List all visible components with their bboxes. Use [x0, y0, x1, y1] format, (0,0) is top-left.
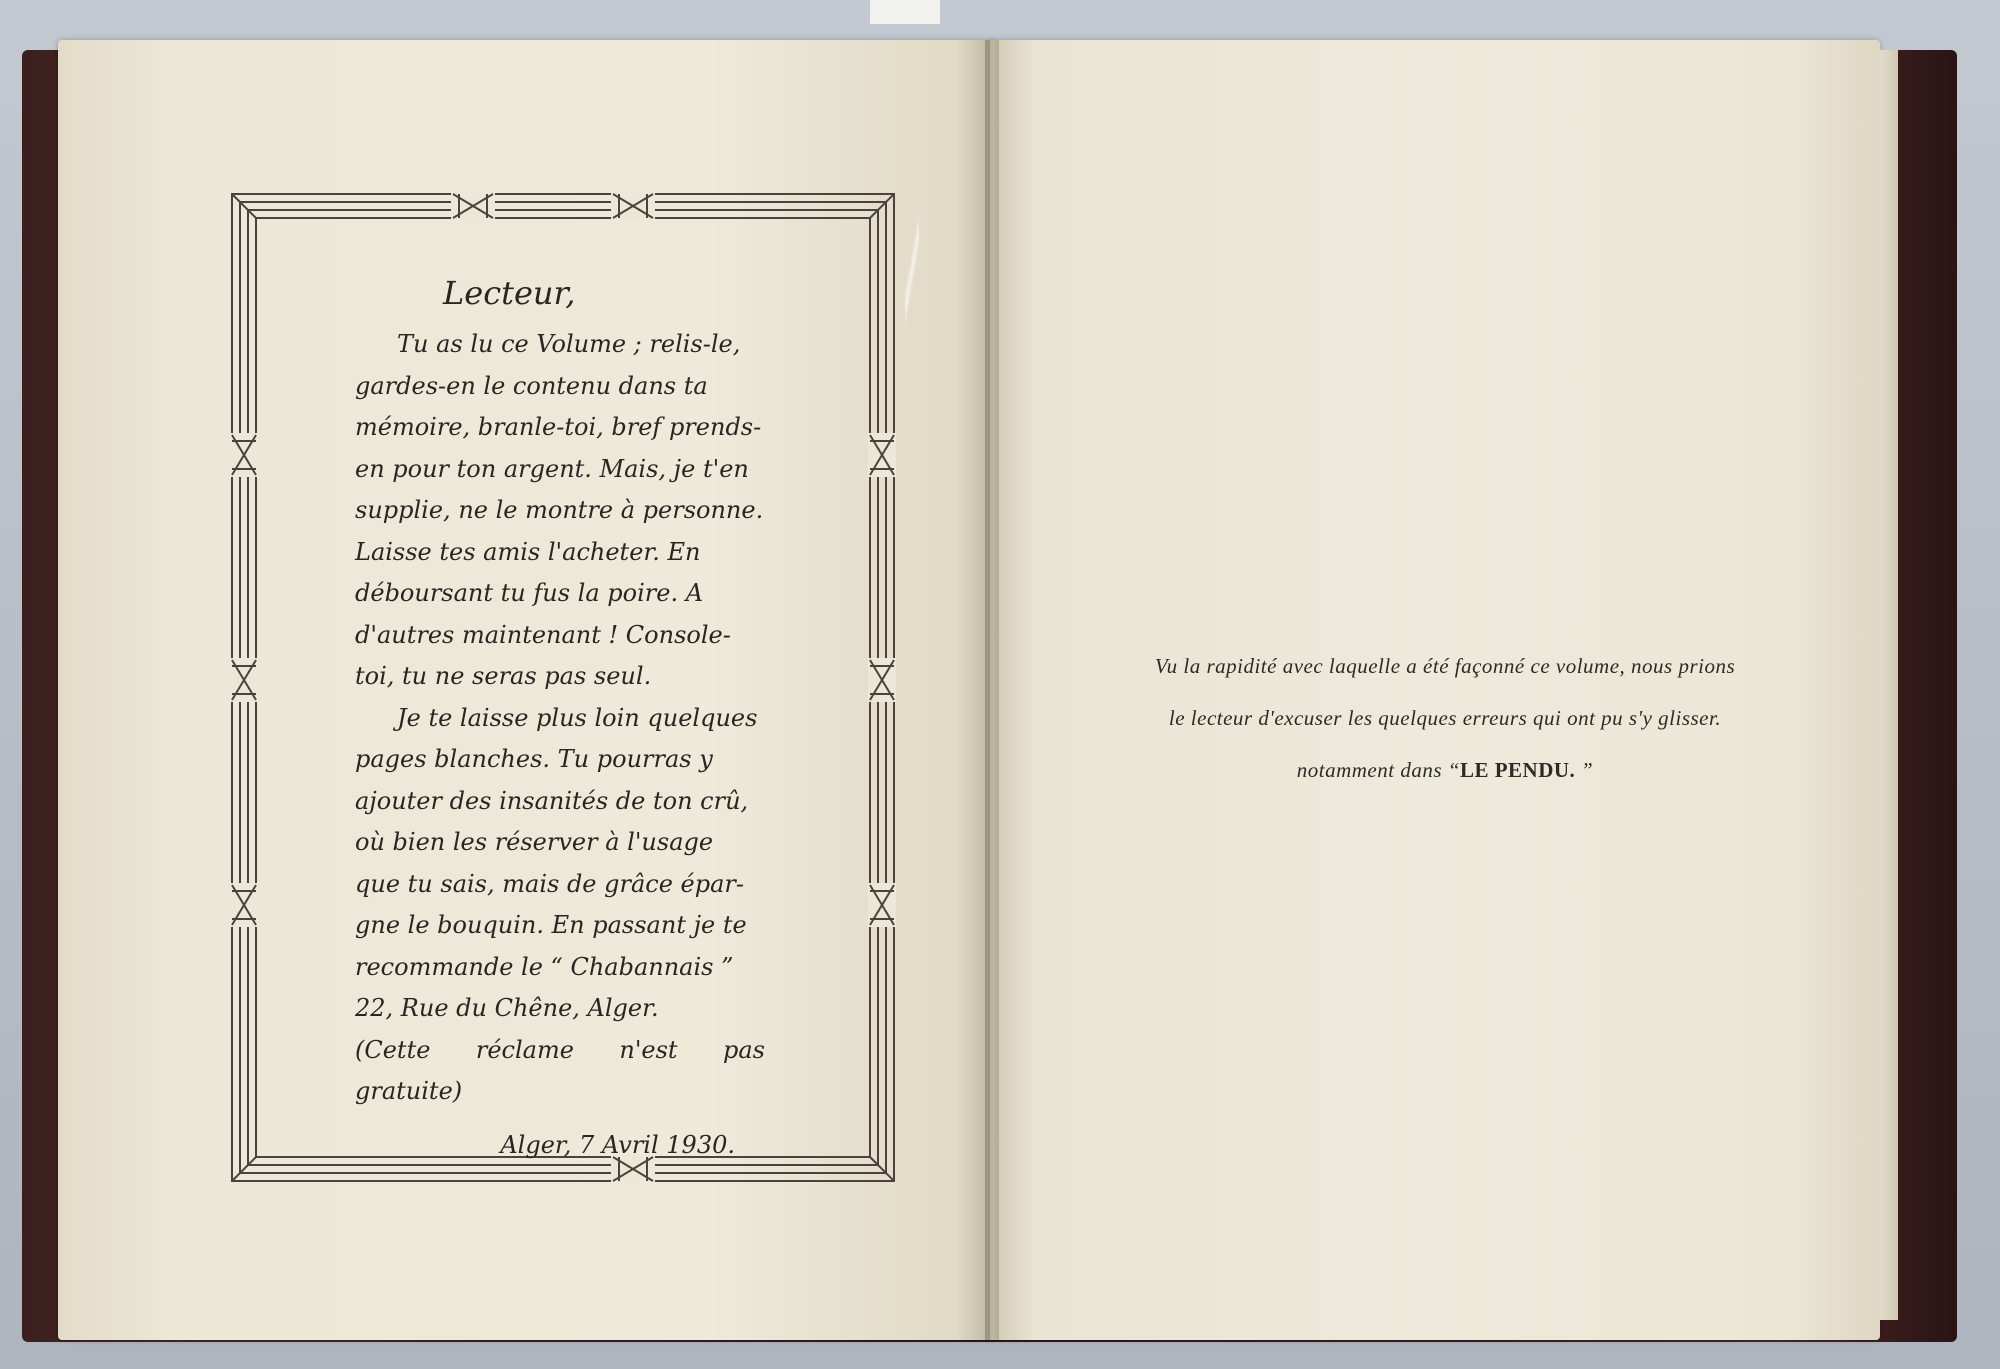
letter-line: pages blanches. Tu pourras y	[355, 745, 713, 773]
letter-line: gardes-en le contenu dans ta	[355, 371, 708, 400]
notice-title: LE PENDU.	[1459, 758, 1576, 782]
letter-line: (Cette réclame n'est pas gratuite)	[355, 1035, 765, 1105]
errata-notice	[1085, 640, 1805, 796]
notice-line	[1085, 744, 1805, 796]
page-crease	[905, 200, 919, 340]
notice-prefix: notamment dans “	[1296, 758, 1460, 782]
notice-suffix: ”	[1575, 758, 1594, 782]
letter-heading: Lecteur,	[443, 274, 576, 312]
letter-line: 22, Rue du Chêne, Alger.	[355, 994, 659, 1022]
letter-line: en pour ton argent. Mais, je t'en	[355, 454, 749, 483]
letter-line: que tu sais, mais de grâce épar-	[355, 869, 745, 898]
letter-line: Tu as lu ce Volume ; relis-le,	[397, 330, 741, 358]
letter-line: mémoire, branle-toi, bref prends-	[355, 413, 762, 441]
letter-line: supplie, ne le montre à personne.	[355, 496, 764, 524]
letter-line: Laisse tes amis l'acheter. En	[355, 537, 701, 566]
letter-line: gne le bouquin. En passant je te	[355, 911, 747, 939]
page-stack-edge	[1880, 50, 1898, 1320]
notice-line: le lecteur d'excuser les quelques erreurs qui ont pu s'y glisser.	[1168, 706, 1722, 730]
letter-signoff: Alger, 7 Avril 1930.	[500, 1130, 735, 1159]
letter-line: recommande le “ Chabannais ”	[355, 952, 734, 981]
letter-line: où bien les réserver à l'usage	[355, 828, 714, 856]
paper-scrap	[870, 0, 940, 24]
book-gutter	[985, 40, 999, 1340]
reader-letter	[355, 270, 765, 1166]
notice-line: Vu la rapidité avec laquelle a été façonné ce volume, nous prions	[1154, 654, 1736, 678]
letter-line: Je te laisse plus loin quelques	[397, 703, 758, 732]
letter-line: d'autres maintenant ! Console-	[355, 620, 731, 649]
letter-line: ajouter des insanités de ton crû,	[355, 786, 749, 815]
letter-line: toi, tu ne seras pas seul.	[355, 662, 652, 690]
letter-line: déboursant tu fus la poire. A	[355, 579, 704, 607]
